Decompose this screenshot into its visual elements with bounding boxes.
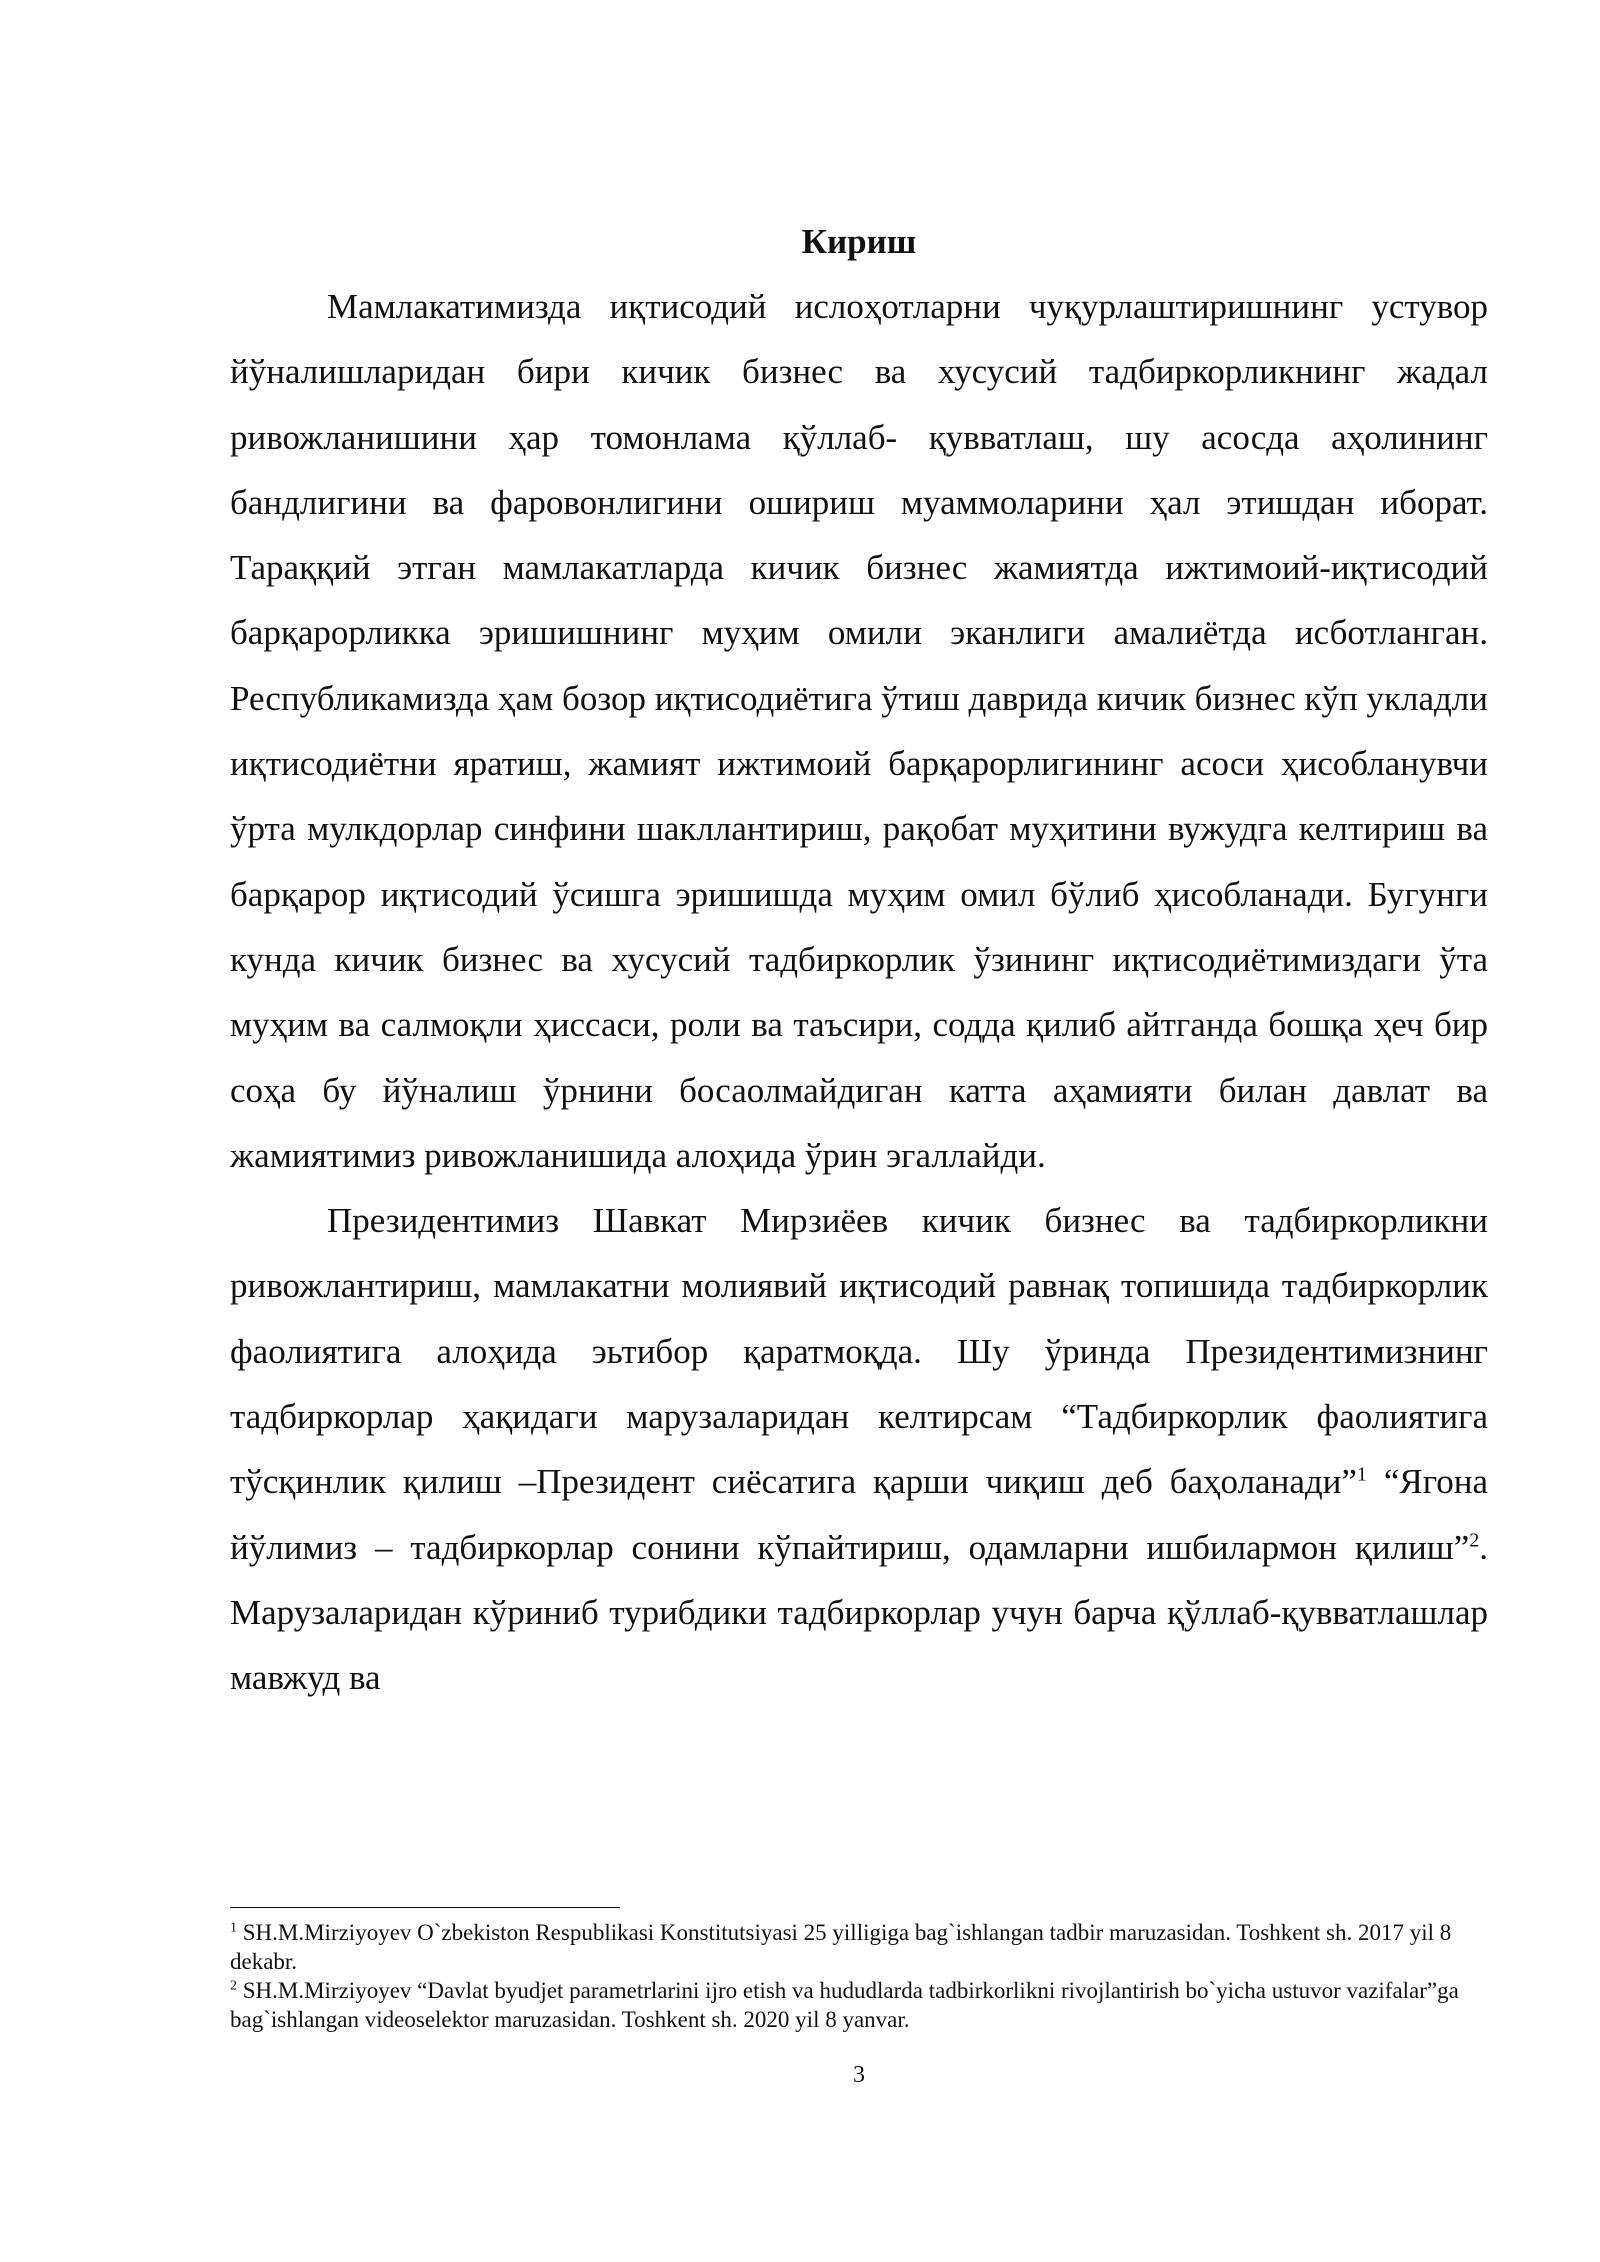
footnote-1 xyxy=(230,1918,1488,1976)
footnote-ref-2[interactable]: 2 xyxy=(1469,1528,1480,1551)
footnote-text: SH.M.Mirziyoyev O`zbekiston Respublikasi Konstitutsiyasi 25 yilligiga bag`ishlangan tadbir maruzasidan. Toshkent sh. 2017 yil 8 dekabr. xyxy=(230,1920,1452,1974)
page-number: 3 xyxy=(853,2062,865,2088)
paragraph-intro: Мамлакатимизда иқтисодий ислоҳотларни чуқурлаштиришнинг устувор йўналишларидан бири кичик бизнес ва хусусий тадбиркорликнинг жадал ривожланишини ҳар томонлама қўллаб- қувватлаш, шу асосда аҳолининг бандлигини ва фаровонлигини ошириш муаммоларини ҳал этишдан иборат. Тараққий этган мамлакатларда кичик бизнес жамиятда ижтимоий-иқтисодий барқарорликка эришишнинг муҳим омили эканлиги амалиётда исботланган. Республикамизда ҳам бозор иқтисодиётига ўтиш даврида кичик бизнес кўп укладли иқтисодиётни яратиш, жамият ижтимоий барқарорлигининг асоси ҳисобланувчи ўрта мулкдорлар синфини шакллантириш, рақобат муҳитини вужудга келтириш ва барқарор иқтисодий ўсишга эришишда муҳим омил бўлиб ҳисобланади. Бугунги кунда кичик бизнес ва хусусий тадбиркорлик ўзининг иқтисодиётимиздаги ўта муҳим ва салмоқли ҳиссаси, роли ва таъсири, содда қилиб айтганда бошқа ҳеч бир соҳа бу йўналиш ўрнини босаолмайдиган катта аҳамияти билан давлат ва жамиятимиз ривожланишида алоҳида ўрин эгаллайди. xyxy=(230,287,1488,1175)
footnote-separator xyxy=(230,1907,620,1908)
paragraph-text-segment: . Марузаларидан кўриниб турибдики тадбиркорлар учун барча қўллаб-қувватлашлар мавжуд ва xyxy=(230,1527,1488,1698)
footnote-number: 1 xyxy=(230,1920,237,1936)
footnote-text: SH.M.Mirziyoyev “Davlat byudjet parametrlarini ijro etish va hududlarda tadbirkorlikni rivojlantirish bo`yicha ustuvor vazifalar”ga bag`ishlangan videoselektor maruzasidan. Toshkent sh. 2020 yil 8 yanvar. xyxy=(230,1978,1459,2032)
paragraph-text-segment: “Ягона йўлимиз – тадбиркорлар сонини кўпайтириш, одамларни ишбилармон қилиш” xyxy=(230,1462,1488,1567)
page-title: Кириш xyxy=(801,222,917,261)
paragraph-president xyxy=(230,1188,1488,1710)
footnote-ref-1[interactable]: 1 xyxy=(1356,1463,1367,1486)
page-body xyxy=(230,220,1488,1711)
footnote-2 xyxy=(230,1976,1488,2034)
footnote-number: 2 xyxy=(230,1978,237,1994)
footnotes xyxy=(230,1918,1488,2034)
paragraph-text-segment: Президентимиз Шавкат Мирзиёев кичик бизнес ва тадбиркорликни ривожлантириш, мамлакатни молиявий иқтисодий равнақ топишида тадбиркорлик фаолиятига алоҳида эьтибор қаратмоқда. Шу ўринда Президентимизнинг тадбиркорлар ҳақидаги марузаларидан келтирсам “Тадбиркорлик фаолиятига тўсқинлик қилиш –Президент сиёсатига қарши чиқиш деб баҳоланади” xyxy=(230,1201,1488,1502)
